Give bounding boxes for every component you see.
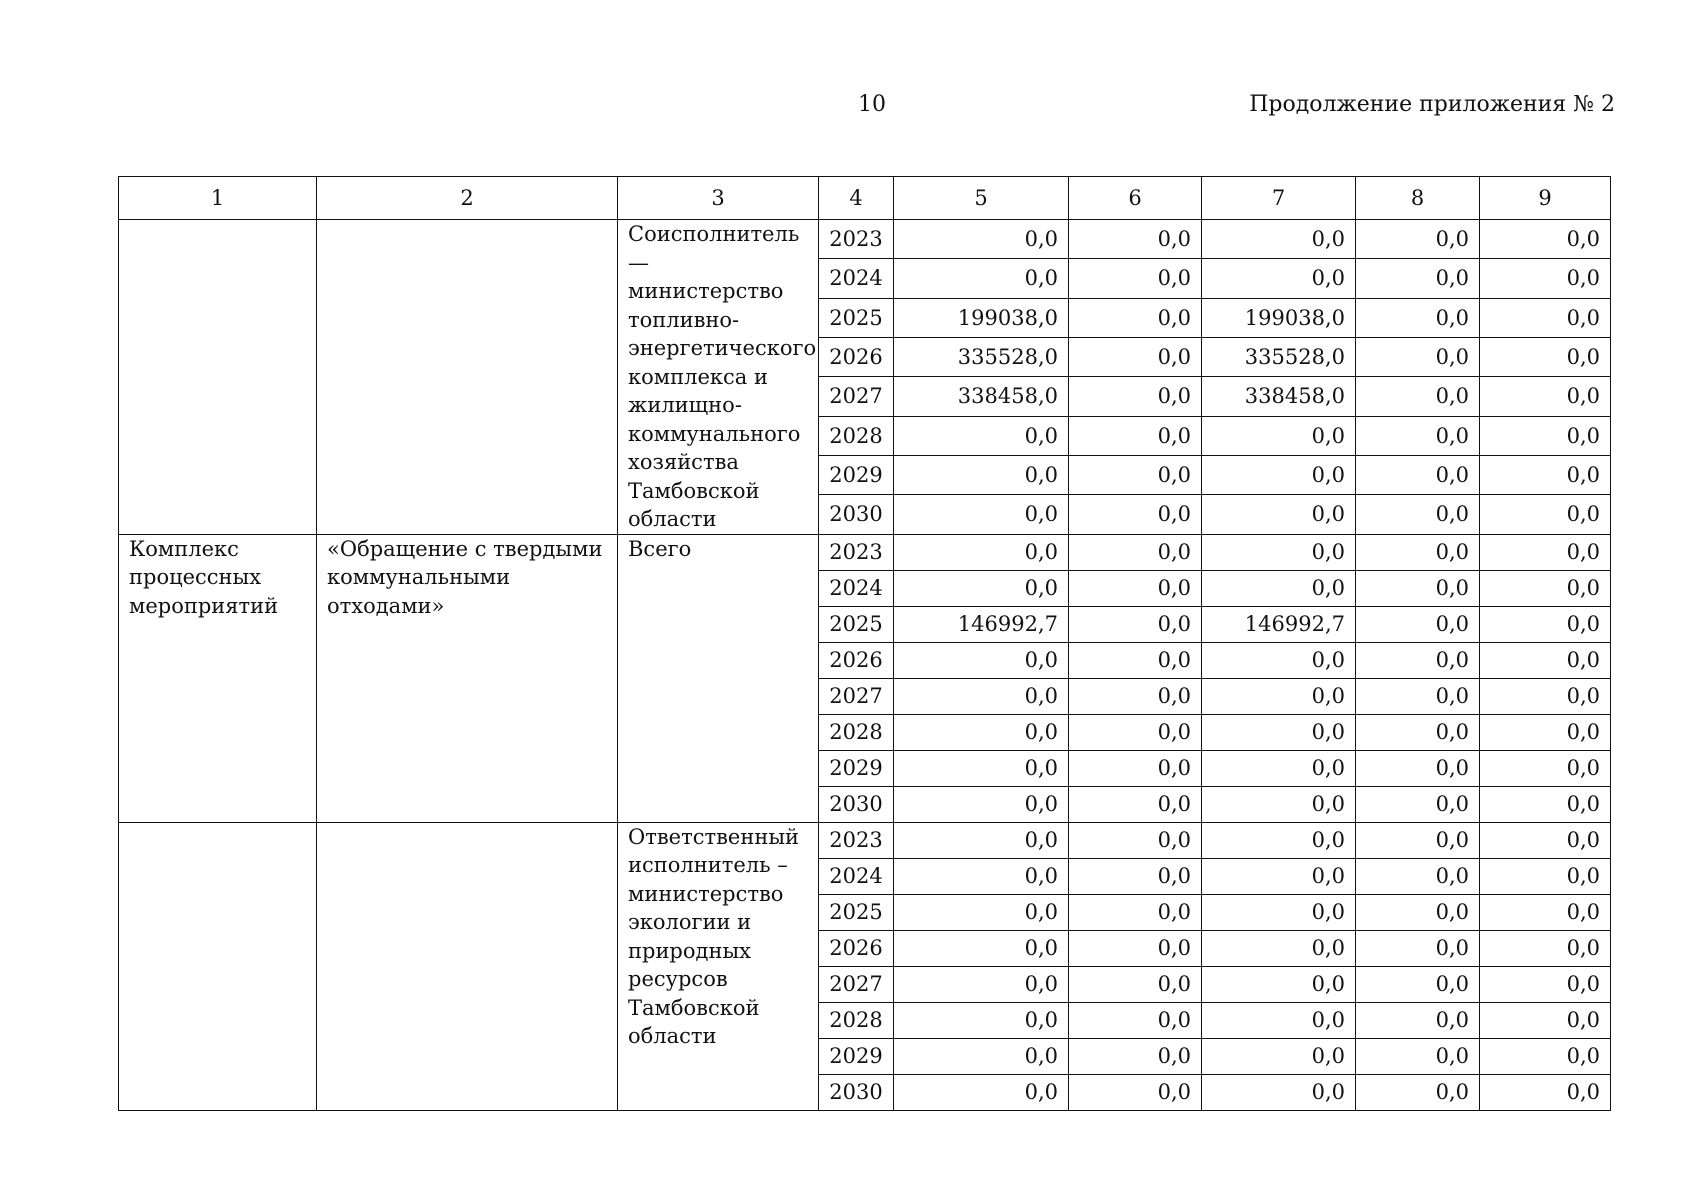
value-cell-col9: 0,0 <box>1480 750 1611 786</box>
year-cell: 2030 <box>819 786 894 822</box>
value-cell-col9: 0,0 <box>1480 570 1611 606</box>
value-cell-col9: 0,0 <box>1480 1074 1611 1110</box>
responsible-executor-ecology-col2-cell <box>317 822 618 1110</box>
value-cell-col9: 0,0 <box>1480 534 1611 570</box>
value-cell-col7: 0,0 <box>1202 455 1356 494</box>
value-cell-col5: 335528,0 <box>894 337 1069 376</box>
year-cell: 2029 <box>819 750 894 786</box>
value-cell-col5: 0,0 <box>894 220 1069 259</box>
value-cell-col8: 0,0 <box>1356 534 1480 570</box>
year-cell: 2025 <box>819 298 894 337</box>
value-cell-col8: 0,0 <box>1356 298 1480 337</box>
year-cell: 2027 <box>819 678 894 714</box>
year-cell: 2024 <box>819 259 894 298</box>
year-cell: 2030 <box>819 495 894 534</box>
process-activities-total-col1-cell: Комплекс процессных мероприятий <box>119 534 317 822</box>
page-number: 10 <box>858 92 886 117</box>
value-cell-col7: 0,0 <box>1202 894 1356 930</box>
value-cell-col8: 0,0 <box>1356 1074 1480 1110</box>
value-cell-col6: 0,0 <box>1069 750 1202 786</box>
year-cell: 2028 <box>819 714 894 750</box>
value-cell-col7: 338458,0 <box>1202 377 1356 416</box>
value-cell-col9: 0,0 <box>1480 786 1611 822</box>
value-cell-col9: 0,0 <box>1480 858 1611 894</box>
year-cell: 2023 <box>819 220 894 259</box>
value-cell-col6: 0,0 <box>1069 298 1202 337</box>
value-cell-col9: 0,0 <box>1480 455 1611 494</box>
value-cell-col7: 0,0 <box>1202 642 1356 678</box>
value-cell-col5: 0,0 <box>894 642 1069 678</box>
value-cell-col7: 0,0 <box>1202 714 1356 750</box>
value-cell-col5: 0,0 <box>894 495 1069 534</box>
year-cell: 2029 <box>819 1038 894 1074</box>
value-cell-col5: 0,0 <box>894 259 1069 298</box>
value-cell-col7: 0,0 <box>1202 822 1356 858</box>
value-cell-col5: 0,0 <box>894 966 1069 1002</box>
value-cell-col6: 0,0 <box>1069 858 1202 894</box>
value-cell-col5: 0,0 <box>894 858 1069 894</box>
value-cell-col6: 0,0 <box>1069 822 1202 858</box>
value-cell-col8: 0,0 <box>1356 416 1480 455</box>
value-cell-col8: 0,0 <box>1356 786 1480 822</box>
value-cell-col7: 0,0 <box>1202 570 1356 606</box>
year-cell: 2026 <box>819 930 894 966</box>
year-cell: 2025 <box>819 606 894 642</box>
value-cell-col6: 0,0 <box>1069 337 1202 376</box>
value-cell-col6: 0,0 <box>1069 966 1202 1002</box>
column-header: 6 <box>1069 177 1202 220</box>
process-activities-total-col3-cell: Всего <box>618 534 819 822</box>
value-cell-col8: 0,0 <box>1356 259 1480 298</box>
value-cell-col9: 0,0 <box>1480 220 1611 259</box>
value-cell-col7: 335528,0 <box>1202 337 1356 376</box>
year-cell: 2026 <box>819 337 894 376</box>
column-header: 7 <box>1202 177 1356 220</box>
co-executor-fuel-energy-col2-cell <box>317 220 618 535</box>
value-cell-col5: 0,0 <box>894 570 1069 606</box>
value-cell-col6: 0,0 <box>1069 377 1202 416</box>
value-cell-col5: 338458,0 <box>894 377 1069 416</box>
value-cell-col6: 0,0 <box>1069 259 1202 298</box>
value-cell-col5: 0,0 <box>894 455 1069 494</box>
value-cell-col6: 0,0 <box>1069 894 1202 930</box>
value-cell-col7: 0,0 <box>1202 1038 1356 1074</box>
value-cell-col8: 0,0 <box>1356 1002 1480 1038</box>
table-row <box>119 822 1611 858</box>
column-header: 4 <box>819 177 894 220</box>
process-activities-total-col2-cell: «Обращение с твердыми коммунальными отходами» <box>317 534 618 822</box>
value-cell-col7: 0,0 <box>1202 534 1356 570</box>
value-cell-col5: 0,0 <box>894 750 1069 786</box>
value-cell-col9: 0,0 <box>1480 298 1611 337</box>
year-cell: 2028 <box>819 416 894 455</box>
value-cell-col6: 0,0 <box>1069 570 1202 606</box>
value-cell-col6: 0,0 <box>1069 930 1202 966</box>
year-cell: 2024 <box>819 570 894 606</box>
table-row <box>119 534 1611 570</box>
value-cell-col6: 0,0 <box>1069 786 1202 822</box>
value-cell-col5: 0,0 <box>894 678 1069 714</box>
value-cell-col9: 0,0 <box>1480 678 1611 714</box>
value-cell-col7: 146992,7 <box>1202 606 1356 642</box>
value-cell-col7: 0,0 <box>1202 1002 1356 1038</box>
value-cell-col5: 199038,0 <box>894 298 1069 337</box>
year-cell: 2023 <box>819 822 894 858</box>
value-cell-col9: 0,0 <box>1480 1038 1611 1074</box>
value-cell-col7: 0,0 <box>1202 930 1356 966</box>
value-cell-col5: 0,0 <box>894 1002 1069 1038</box>
value-cell-col5: 0,0 <box>894 786 1069 822</box>
value-cell-col5: 0,0 <box>894 714 1069 750</box>
value-cell-col7: 0,0 <box>1202 858 1356 894</box>
column-header: 2 <box>317 177 618 220</box>
value-cell-col7: 0,0 <box>1202 786 1356 822</box>
value-cell-col7: 0,0 <box>1202 678 1356 714</box>
value-cell-col6: 0,0 <box>1069 678 1202 714</box>
value-cell-col8: 0,0 <box>1356 714 1480 750</box>
value-cell-col7: 0,0 <box>1202 220 1356 259</box>
value-cell-col6: 0,0 <box>1069 220 1202 259</box>
value-cell-col8: 0,0 <box>1356 966 1480 1002</box>
column-header: 1 <box>119 177 317 220</box>
value-cell-col7: 0,0 <box>1202 750 1356 786</box>
value-cell-col9: 0,0 <box>1480 495 1611 534</box>
value-cell-col5: 0,0 <box>894 930 1069 966</box>
budget-table <box>118 176 1611 1111</box>
year-cell: 2024 <box>819 858 894 894</box>
value-cell-col9: 0,0 <box>1480 1002 1611 1038</box>
value-cell-col5: 0,0 <box>894 1074 1069 1110</box>
value-cell-col8: 0,0 <box>1356 858 1480 894</box>
value-cell-col6: 0,0 <box>1069 606 1202 642</box>
value-cell-col5: 0,0 <box>894 1038 1069 1074</box>
value-cell-col8: 0,0 <box>1356 606 1480 642</box>
year-cell: 2028 <box>819 1002 894 1038</box>
value-cell-col9: 0,0 <box>1480 337 1611 376</box>
value-cell-col6: 0,0 <box>1069 455 1202 494</box>
year-cell: 2025 <box>819 894 894 930</box>
year-cell: 2027 <box>819 966 894 1002</box>
value-cell-col5: 0,0 <box>894 534 1069 570</box>
value-cell-col7: 0,0 <box>1202 416 1356 455</box>
value-cell-col5: 0,0 <box>894 822 1069 858</box>
value-cell-col9: 0,0 <box>1480 377 1611 416</box>
value-cell-col8: 0,0 <box>1356 822 1480 858</box>
year-cell: 2026 <box>819 642 894 678</box>
column-header: 8 <box>1356 177 1480 220</box>
value-cell-col7: 0,0 <box>1202 495 1356 534</box>
value-cell-col6: 0,0 <box>1069 1074 1202 1110</box>
value-cell-col8: 0,0 <box>1356 377 1480 416</box>
value-cell-col5: 0,0 <box>894 894 1069 930</box>
value-cell-col8: 0,0 <box>1356 642 1480 678</box>
value-cell-col5: 0,0 <box>894 416 1069 455</box>
value-cell-col6: 0,0 <box>1069 495 1202 534</box>
value-cell-col8: 0,0 <box>1356 1038 1480 1074</box>
value-cell-col9: 0,0 <box>1480 930 1611 966</box>
appendix-continuation-header: Продолжение приложения № 2 <box>1249 92 1615 117</box>
value-cell-col7: 0,0 <box>1202 1074 1356 1110</box>
value-cell-col8: 0,0 <box>1356 337 1480 376</box>
value-cell-col9: 0,0 <box>1480 606 1611 642</box>
value-cell-col8: 0,0 <box>1356 455 1480 494</box>
value-cell-col9: 0,0 <box>1480 259 1611 298</box>
value-cell-col5: 146992,7 <box>894 606 1069 642</box>
co-executor-fuel-energy-col3-cell: Соисполнитель — министерство топливно- энергетического комплекса и жилищно- коммунального хозяйства Тамбовской области <box>618 220 819 535</box>
column-header: 9 <box>1480 177 1611 220</box>
value-cell-col8: 0,0 <box>1356 930 1480 966</box>
value-cell-col9: 0,0 <box>1480 642 1611 678</box>
column-header: 3 <box>618 177 819 220</box>
value-cell-col6: 0,0 <box>1069 1002 1202 1038</box>
table-row <box>119 220 1611 259</box>
value-cell-col9: 0,0 <box>1480 822 1611 858</box>
column-header: 5 <box>894 177 1069 220</box>
year-cell: 2029 <box>819 455 894 494</box>
year-cell: 2030 <box>819 1074 894 1110</box>
responsible-executor-ecology-col3-cell: Ответственный исполнитель – министерство экологии и природных ресурсов Тамбовской области <box>618 822 819 1110</box>
value-cell-col7: 199038,0 <box>1202 298 1356 337</box>
value-cell-col6: 0,0 <box>1069 642 1202 678</box>
value-cell-col8: 0,0 <box>1356 570 1480 606</box>
value-cell-col6: 0,0 <box>1069 416 1202 455</box>
value-cell-col6: 0,0 <box>1069 1038 1202 1074</box>
value-cell-col9: 0,0 <box>1480 966 1611 1002</box>
value-cell-col6: 0,0 <box>1069 534 1202 570</box>
value-cell-col9: 0,0 <box>1480 416 1611 455</box>
value-cell-col8: 0,0 <box>1356 678 1480 714</box>
value-cell-col8: 0,0 <box>1356 495 1480 534</box>
value-cell-col7: 0,0 <box>1202 259 1356 298</box>
co-executor-fuel-energy-col1-cell <box>119 220 317 535</box>
value-cell-col7: 0,0 <box>1202 966 1356 1002</box>
value-cell-col9: 0,0 <box>1480 714 1611 750</box>
table-body <box>119 220 1611 1111</box>
value-cell-col8: 0,0 <box>1356 750 1480 786</box>
year-cell: 2027 <box>819 377 894 416</box>
column-number-row <box>119 177 1611 220</box>
value-cell-col8: 0,0 <box>1356 894 1480 930</box>
year-cell: 2023 <box>819 534 894 570</box>
responsible-executor-ecology-col1-cell <box>119 822 317 1110</box>
value-cell-col9: 0,0 <box>1480 894 1611 930</box>
value-cell-col8: 0,0 <box>1356 220 1480 259</box>
value-cell-col6: 0,0 <box>1069 714 1202 750</box>
